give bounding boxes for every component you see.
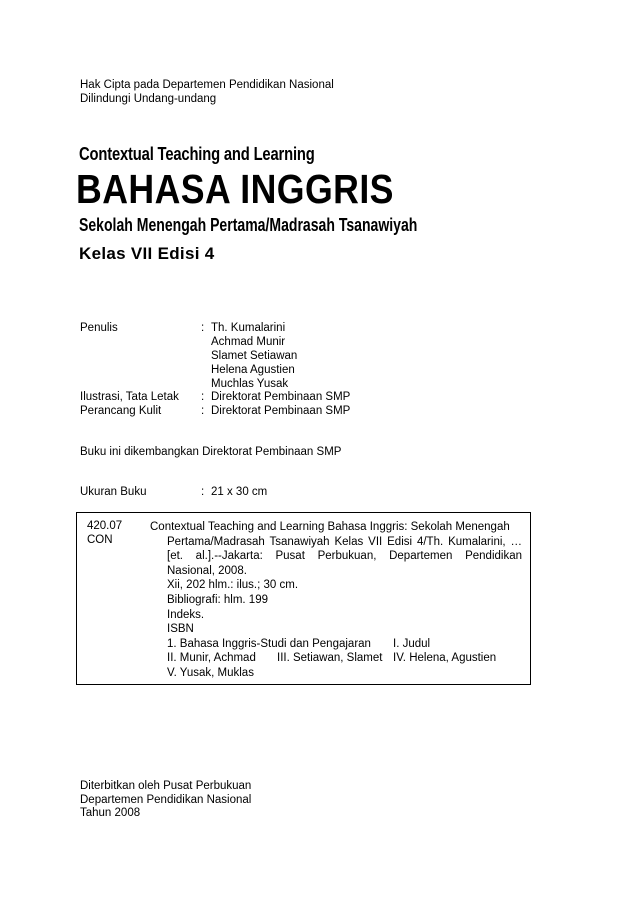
subject-entry: V. Yusak, Muklas bbox=[167, 666, 254, 679]
separator: : bbox=[201, 486, 205, 498]
publisher-info bbox=[80, 780, 251, 821]
subject-entry: I. Judul bbox=[393, 637, 431, 650]
isbn-label: ISBN bbox=[167, 623, 194, 636]
department-line: Departemen Pendidikan Nasional bbox=[80, 793, 252, 806]
catalog-title-line: Contextual Teaching and Learning Bahasa Inggris: Sekolah Menengah bbox=[150, 521, 510, 533]
book-subtitle: Sekolah Menengah Pertama/Madrasah Tsanawiyah bbox=[79, 215, 418, 235]
subject-row bbox=[167, 651, 522, 666]
perancang-label: Perancang Kulit bbox=[80, 405, 162, 417]
author-name: Muchlas Yusak bbox=[211, 378, 289, 390]
index-note: Indeks. bbox=[167, 608, 205, 621]
subject-entry: IV. Helena, Agustien bbox=[393, 652, 497, 665]
developed-by: Buku ini dikembangkan Direktorat Pembinaan SMP bbox=[80, 446, 342, 458]
separator: : bbox=[201, 322, 205, 334]
author-name: Helena Agustien bbox=[211, 364, 295, 376]
publisher-line: Diterbitkan oleh Pusat Perbukuan bbox=[80, 780, 252, 792]
author-name: Th. Kumalarini bbox=[211, 322, 286, 334]
protection-line: Dilindungi Undang-undang bbox=[80, 92, 217, 105]
separator: : bbox=[201, 405, 205, 417]
copyright-notice bbox=[80, 79, 334, 106]
ilustrasi-value: Direktorat Pembinaan SMP bbox=[211, 391, 351, 403]
series-title: Contextual Teaching and Learning bbox=[79, 144, 315, 164]
author-name: Slamet Setiawan bbox=[211, 350, 298, 362]
catalog-entry bbox=[150, 520, 522, 681]
ukuran-label: Ukuran Buku bbox=[80, 486, 147, 498]
year-line: Tahun 2008 bbox=[80, 807, 141, 819]
subject-entry: 1. Bahasa Inggris-Studi dan Pengajaran bbox=[167, 637, 371, 650]
subject-row bbox=[167, 637, 522, 652]
subject-entry: III. Setiawan, Slamet bbox=[277, 652, 383, 665]
author-name: Achmad Munir bbox=[211, 336, 286, 348]
separator: : bbox=[201, 391, 205, 403]
penulis-label: Penulis bbox=[80, 322, 118, 334]
catalog-record bbox=[76, 512, 531, 685]
catalog-description: Pertama/Madrasah Tsanawiyah Kelas VII Edisi 4/Th. Kumalarini, …[et. al.].--Jakarta: Pusat Perbukuan, Departemen Pendidikan Nasional, 2008. bbox=[167, 535, 522, 577]
ilustrasi-label: Ilustrasi, Tata Letak bbox=[80, 391, 179, 403]
ukuran-value: 21 x 30 cm bbox=[211, 486, 268, 498]
cutter-code: CON bbox=[87, 534, 113, 546]
edition-label: Kelas VII Edisi 4 bbox=[79, 244, 215, 263]
physical-description: Xii, 202 hlm.: ilus.; 30 cm. bbox=[167, 579, 299, 592]
book-title: BAHASA INGGRIS bbox=[76, 166, 394, 212]
perancang-value: Direktorat Pembinaan SMP bbox=[211, 405, 351, 417]
bibliography-note: Bibliografi: hlm. 199 bbox=[167, 593, 268, 606]
copyright-line: Hak Cipta pada Departemen Pendidikan Nasional bbox=[80, 79, 334, 91]
class-number: 420.07 bbox=[87, 520, 123, 532]
subject-entry: II. Munir, Achmad bbox=[167, 652, 256, 665]
